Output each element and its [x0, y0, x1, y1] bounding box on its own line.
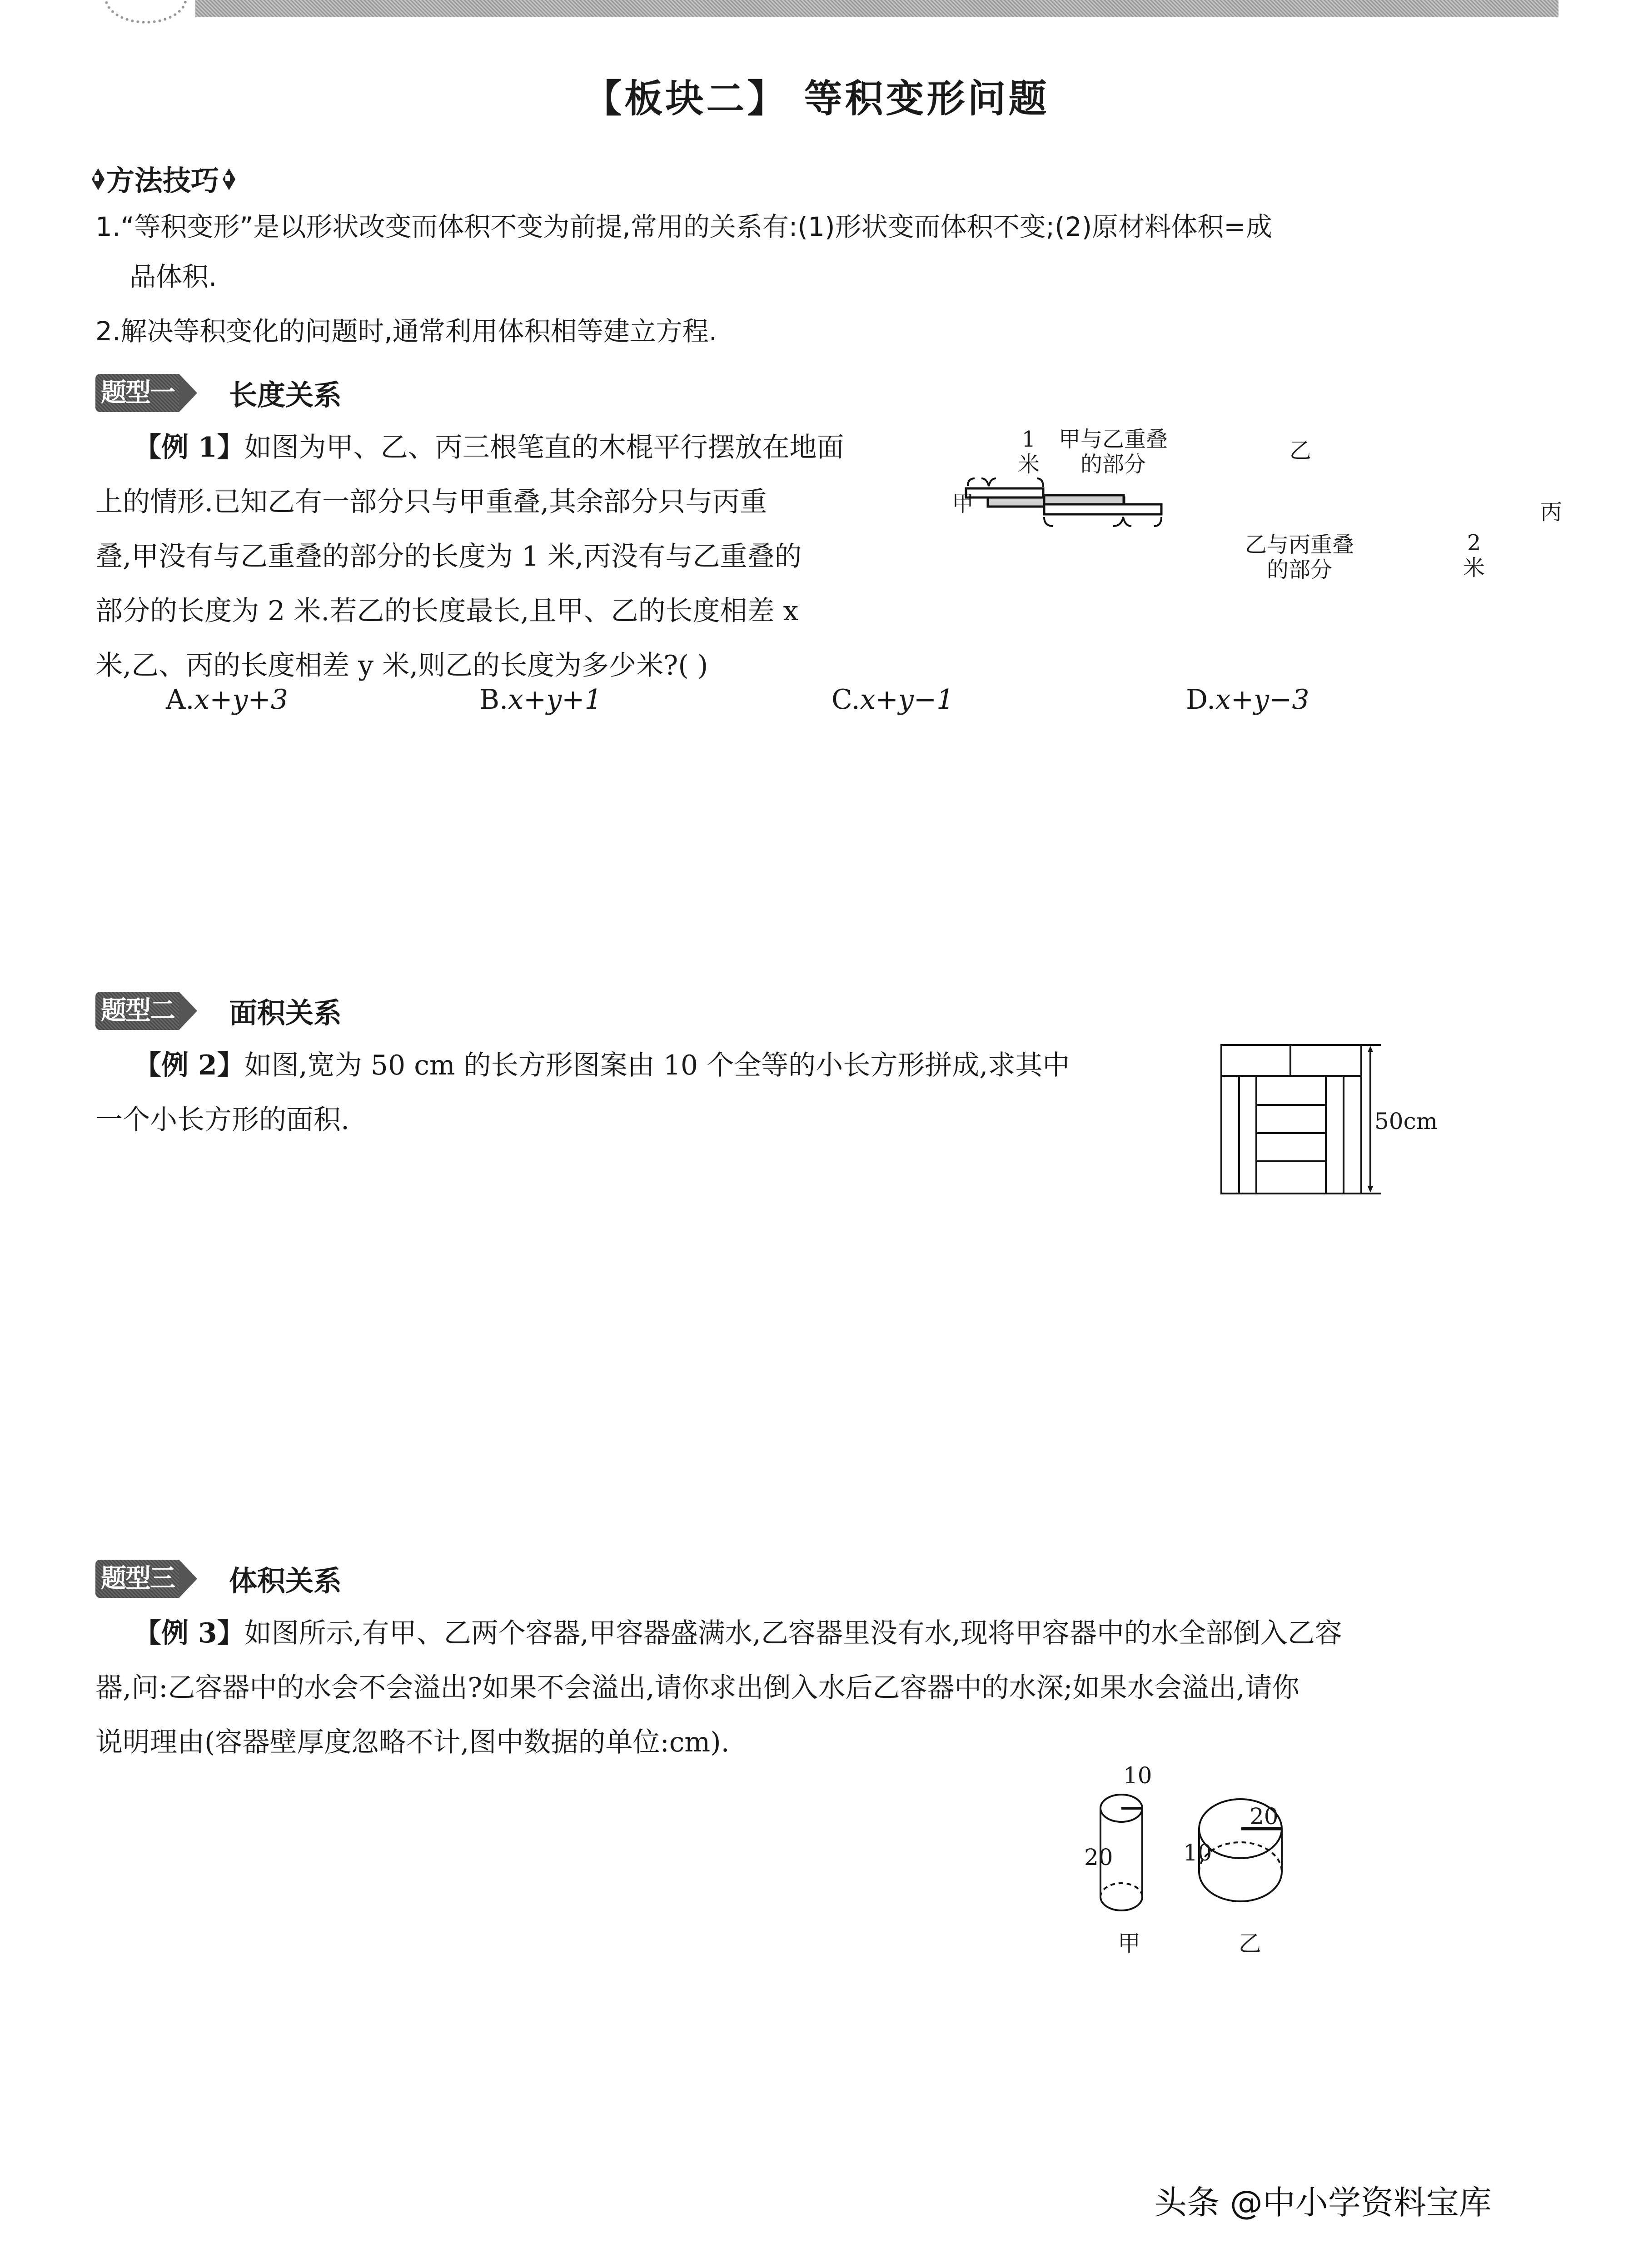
stick-label-a: 甲	[952, 491, 974, 517]
cyl-a-radius: 10	[1123, 1762, 1152, 1789]
method-item-1: 1.“等积变形”是以形状改变而体积不变为前提,常用的关系有:(1)形状变而体积不变;(2)原材料体积=成	[95, 211, 1272, 242]
section-title: 体积关系	[229, 1564, 342, 1597]
section-tag-area	[95, 990, 342, 1031]
example-label: 【例 1】	[134, 432, 244, 463]
method-heading-label: 方法技巧	[106, 164, 219, 197]
text-line: 如图所示,有甲、乙两个容器,甲容器盛满水,乙容器里没有水,现将甲容器中的水全部倒入乙容	[244, 1617, 1342, 1649]
watermark: 头条 @中小学资料宝库	[1154, 2183, 1492, 2222]
header-bar	[195, 0, 1558, 17]
option-a[interactable]: A.x+y+3	[166, 684, 288, 716]
example-label: 【例 3】	[134, 1617, 244, 1649]
example-1-text	[95, 420, 945, 693]
sticks-figure	[954, 409, 1613, 613]
section-title: 长度关系	[229, 378, 342, 412]
tag-arrow-icon	[179, 374, 197, 412]
option-d[interactable]: D.x+y−3	[1186, 684, 1309, 716]
text-line: 上的情形.已知乙有一部分只与甲重叠,其余部分只与丙重	[95, 486, 767, 518]
section-tag-length	[95, 373, 342, 413]
sticks-diagram	[954, 409, 1613, 613]
height-label: 50cm	[1374, 1108, 1438, 1134]
stick-label-c: 丙	[1540, 499, 1563, 525]
page-title: 【板块二】 等积变形问题	[583, 76, 1050, 121]
diamond-icon	[222, 168, 234, 189]
text-line: 米,乙、丙的长度相差 y 米,则乙的长度为多少米?( )	[95, 650, 708, 681]
header-ornament	[105, 0, 187, 24]
cylinders-diagram	[1068, 1736, 1613, 1985]
label-2m: 2 米	[1463, 530, 1485, 581]
section-tag-volume	[95, 1558, 342, 1599]
option-c[interactable]: C.x+y−1	[831, 684, 954, 716]
cyl-a-height: 20	[1084, 1844, 1113, 1870]
cyl-b-height: 10	[1183, 1840, 1212, 1866]
label-overlap-ab: 甲与乙重叠 的部分	[1059, 427, 1168, 477]
text-line: 部分的长度为 2 米.若乙的长度最长,且甲、乙的长度相差 x	[95, 595, 799, 627]
tag-arrow-icon	[179, 992, 197, 1030]
cyl-b-radius: 20	[1250, 1803, 1279, 1830]
section-tag-label: 题型三	[95, 1560, 179, 1598]
text-line: 一个小长方形的面积.	[95, 1104, 350, 1136]
label-1m: 1 米	[1018, 427, 1040, 477]
rectangles-diagram	[1204, 1022, 1613, 1227]
text-line: 如图,宽为 50 cm 的长方形图案由 10 个全等的小长方形拼成,求其中	[244, 1049, 1070, 1081]
text-line: 器,问:乙容器中的水会不会溢出?如果不会溢出,请你求出倒入水后乙容器中的水深;如果水会溢出,请你	[95, 1672, 1299, 1704]
method-item-1-cont: 品体积.	[129, 261, 217, 292]
cyl-b-name: 乙	[1239, 1930, 1261, 1957]
diamond-icon	[91, 168, 104, 189]
label-overlap-bc: 乙与丙重叠 的部分	[1245, 532, 1354, 583]
method-item-2: 2.解决等积变化的问题时,通常利用体积相等建立方程.	[95, 316, 717, 347]
section-tag-label: 题型一	[95, 374, 179, 412]
example-label: 【例 2】	[134, 1049, 244, 1081]
section-title: 面积关系	[229, 996, 342, 1030]
text-line: 如图为甲、乙、丙三根笔直的木棍平行摆放在地面	[244, 432, 844, 463]
example-2-text	[95, 1038, 1231, 1147]
cyl-a-name: 甲	[1118, 1930, 1140, 1957]
method-heading	[91, 158, 234, 199]
text-line: 说明理由(容器壁厚度忽略不计,图中数据的单位:cm).	[95, 1726, 730, 1758]
section-tag-label: 题型二	[95, 992, 179, 1030]
stick-label-b: 乙	[1289, 438, 1312, 463]
text-line: 叠,甲没有与乙重叠的部分的长度为 1 米,丙没有与乙重叠的	[95, 541, 802, 572]
tag-arrow-icon	[179, 1560, 197, 1598]
option-b[interactable]: B.x+y+1	[479, 684, 602, 716]
